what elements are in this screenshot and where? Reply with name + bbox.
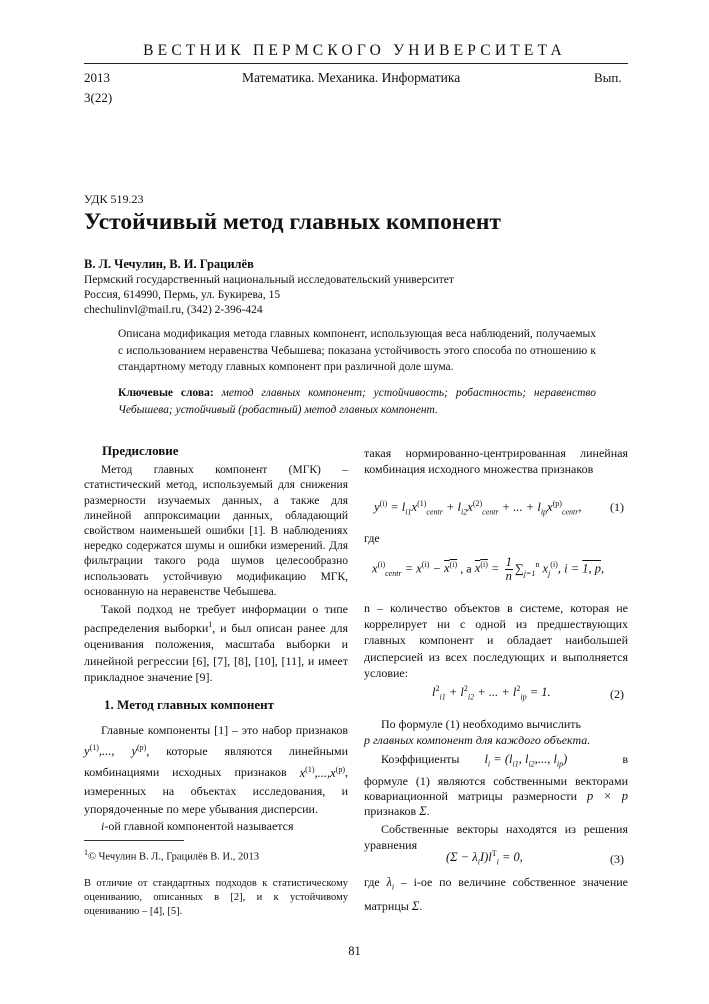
- equation-centr: $x^{(i)}_{centr} = x^{(i)} - x^{(i)}$ , а $x^{(i)}$ = $\frac{1}{n}$ $\sum_{j=1}^n$ $x_j^{(i)}$, i = 1, p,: [372, 555, 605, 583]
- keywords-text: метод главных компонент; устойчивость; робастность; неравенство Чебышева; устойчивый (робастный) метод главных компонент.: [118, 387, 597, 416]
- equation-2-number: (2): [610, 687, 624, 701]
- formula-sigma-2: Σ: [411, 898, 420, 913]
- paragraph-formula1-use: [364, 716, 628, 732]
- p6a-text: где: [364, 875, 380, 889]
- p3b-text: , которые являются линейными комбинациями исходных признаков: [84, 744, 348, 780]
- copyright-sign: ©: [88, 851, 96, 863]
- p6b-text: – i-ое по величине собственное значение матрицы: [364, 875, 628, 913]
- keywords-label: Ключевые слова:: [118, 387, 214, 399]
- right-column-cont-2: [364, 716, 628, 748]
- keywords: [118, 385, 596, 418]
- right-column-cont-4: [364, 873, 628, 915]
- paragraph-section1: [84, 721, 348, 817]
- footnote-copyright-text: Чечулин В. Л., Грацилёв В. И., 2013: [98, 851, 260, 863]
- footnote-2: В отличие от стандартных подходов к статистическому оцениванию, описанных в [2], и к устойчивому оцениванию – [4], [5].: [84, 878, 348, 917]
- footnote-mark: 1: [84, 848, 88, 857]
- preface-heading: Предисловие: [102, 443, 179, 458]
- page-number: 81: [348, 944, 361, 958]
- formula-sigma: Σ: [419, 803, 427, 818]
- p3a-text: По формуле (1) необходимо вычислить: [381, 717, 581, 731]
- p3a-text: Главные компоненты [1] – это набор признаков: [101, 723, 348, 738]
- contact: chechulinvl@mail.ru, (342) 2-396-424: [84, 304, 263, 316]
- p2b-text: , и был описан ранее для оценивания положения, масштаба выборки и линейной регрессии [6], [7], [8], [10], [11], и имеет прикладное значение [9].: [84, 621, 349, 684]
- paragraph-coefficients-2: формуле (1) являются собственными векторами ковариационной матрицы размерности p × p признаков Σ.: [364, 773, 629, 818]
- formula-y-set: $y^{(1)}$,..., $y^{(p)}$: [84, 743, 147, 759]
- p4d-text: признаков: [364, 803, 417, 818]
- equation-1-number: (1): [610, 500, 624, 514]
- paragraph-ith-component: [84, 818, 348, 834]
- header-issue: 3(22): [84, 90, 113, 105]
- p4c-text: формуле (1) являются собственными векторами ковариационной матрицы размерности: [364, 773, 628, 803]
- right-column: [364, 445, 628, 477]
- p3c-text: , измеренных на объектах исследования, и упорядоченные по мере убывания дисперсии.: [84, 765, 348, 816]
- header-rule-top: [84, 63, 628, 64]
- equation-1: $y^{(i)} = l_{i1}x^{(1)}_{centr} + l_{i2}x^{(2)}_{centr}$ + ... + $l_{ip}x^{(p)}_{centr}$,: [374, 499, 582, 517]
- footnote-ref: 1: [208, 620, 213, 630]
- paragraph-coefficients: [364, 750, 628, 774]
- right-column-cont: [364, 600, 628, 681]
- equation-3-number: (3): [610, 852, 624, 866]
- header-year: 2013: [84, 70, 110, 85]
- equation-2: $l^2_{i1} + l^2_{i2}$ + ... + $l^2_{ip} = 1$.: [432, 684, 551, 702]
- address: Россия, 614990, Пермь, ул. Букирева, 15: [84, 289, 281, 301]
- abstract: Описана модификация метода главных компонент, использующая веса наблюдений, получаемых с использованием неравенства Чебышева; показана устойчивость этого способа по отношению к стандартному методу главных компонент при различной доле шума.: [118, 328, 596, 373]
- p3b-text: p главных компонент для каждого объекта.: [364, 733, 591, 748]
- article-title: Устойчивый метод главных компонент: [84, 209, 501, 235]
- udc: УДК 519.23: [84, 192, 144, 206]
- equation-3: $(\Sigma - \lambda_iI)l^T_i = 0$,: [446, 849, 523, 867]
- p4a-text: Коэффициенты: [381, 752, 460, 766]
- header-series: Математика. Механика. Информатика: [242, 70, 461, 85]
- section1-heading: 1. Метод главных компонент: [104, 697, 275, 713]
- formula-l-vector: $l_i = (l_{i1}$, $l_{i2}$,..., $l_{ip}$): [484, 752, 568, 769]
- where-label-1: где: [364, 531, 380, 545]
- affiliation: Пермский государственный национальный исследовательский университет: [84, 274, 454, 286]
- authors: В. Л. Чечулин, В. И. Грацилёв: [84, 257, 254, 271]
- header-issue-label: Вып.: [594, 70, 622, 85]
- paragraph-preface-1: Метод главных компонент (МГК) – статистический метод, используемый для снижения размерности изучаемых данных, а также для линейной аппроксимации данных, обладающий свойством наименьшей ошибки [1]. В наблюдениях нередко содержатся шумы и ошибки измерений. Для фильтрации такого рода шумов целесообразно использовать устойчивую модификацию МГК, основанную на неравенстве Чебышева.: [84, 464, 348, 598]
- paragraph-eigenvectors: Собственные векторы находятся из решения уравнения: [364, 821, 628, 852]
- i-symbol: i: [101, 818, 105, 833]
- left-column: [84, 443, 348, 834]
- paragraph-eigenvalue: где $\lambda_i - i-ое$ по величине собственное значение матрицы Σ.: [364, 875, 628, 913]
- formula-lambda: $\lambda_i$: [386, 875, 395, 892]
- p4a-text: -ой главной компонентой называется: [104, 818, 294, 833]
- footnote-rule: [84, 840, 184, 841]
- paragraph-definition: такая нормированно-центрированная линейная комбинация исходного множества признаков: [364, 446, 628, 477]
- paragraph-preface-2: [84, 601, 348, 685]
- p4b-text: в: [622, 752, 628, 766]
- journal-name: ВЕСТНИК ПЕРМСКОГО УНИВЕРСИТЕТА: [143, 42, 566, 59]
- paragraph-formula1-use-2: [364, 732, 628, 748]
- formula-pxp: p × p: [587, 788, 629, 803]
- right-column-cont-3: [364, 750, 628, 853]
- paragraph-n-objects: n – количество объектов в системе, которая не коррелирует ни с одной из предшествующих главных компонент и обладает наибольшей дисперсией из всех последующих и выполняется условие:: [364, 601, 628, 680]
- p2a-text: Такой подход не требует информации о типе распределения выборки: [84, 602, 348, 636]
- formula-x-set: $x^{(1)},...,x^{(p)}$: [299, 764, 345, 780]
- footnote-copyright: [84, 846, 348, 865]
